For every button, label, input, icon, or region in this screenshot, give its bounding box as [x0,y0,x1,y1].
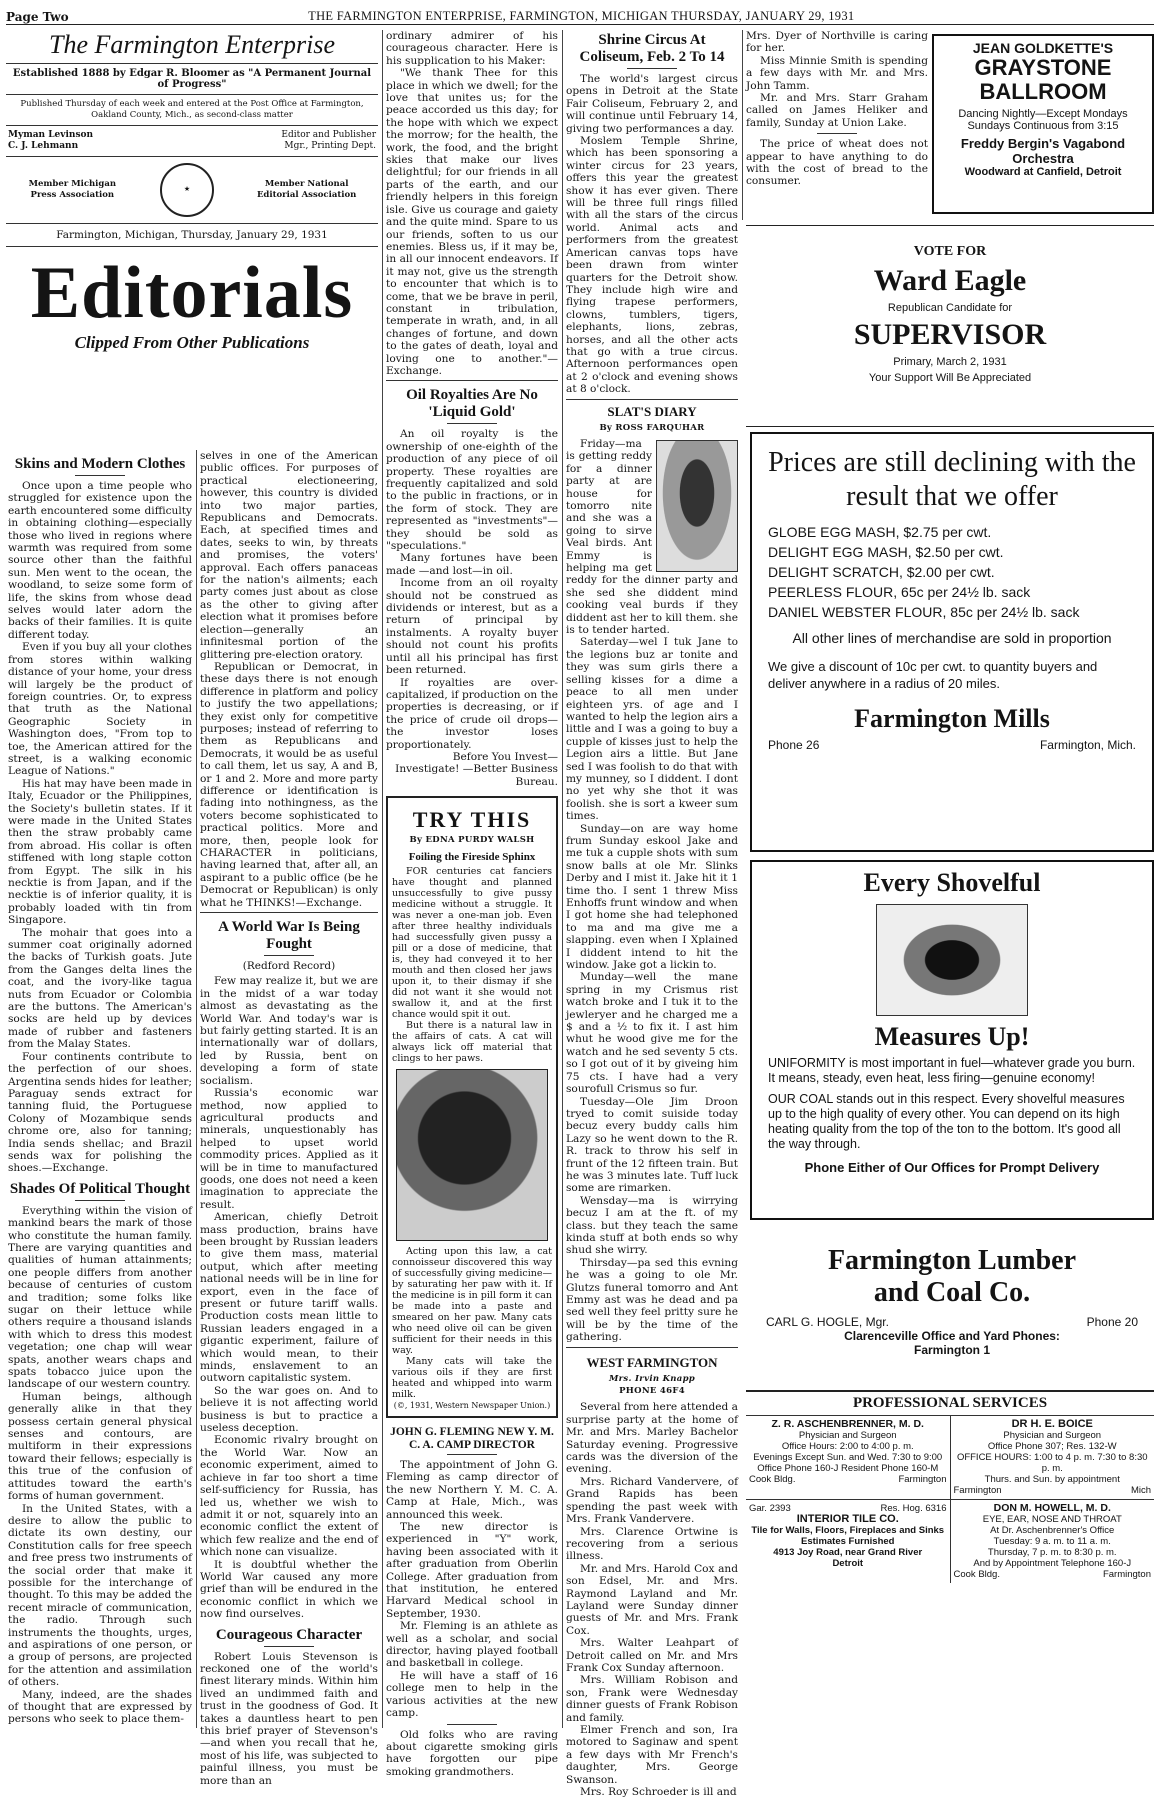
article-paragraph: Mrs. Clarence Ortwine is recovering from a serious illness. [566,1525,738,1563]
graystone-ballroom-ad [932,34,1154,214]
column-4 [566,30,738,1798]
article-paragraph: Russia's economic war method, now applied to agricultural products and minerals, unquestionably has helped to upset world commodity prices. Applied as it will be in time to manufactured goods, one does not need a keen imagination to appreciate the result. [200,1087,378,1211]
article-paragraph: Income from an oil royalty should not be construed as dividends or interest, but as a return of principal by instalments. A royalty buyer should not count his profits until all his principal has first been returned. [386,577,558,677]
card-line: Estimates Furnished [801,1536,895,1547]
price-item: DELIGHT EGG MASH, $2.50 per cwt. [768,544,1004,560]
ad-line: Freddy Bergin's Vagabond Orchestra [960,136,1126,166]
article-paragraph: The world's largest circus opens in Detroit at the State Fair Coliseum, February 2, and will continue until February 14, giving two performances a day. [566,73,738,135]
running-title: THE FARMINGTON ENTERPRISE, FARMINGTON, MICHIGAN THURSDAY, JANUARY 29, 1931 [308,9,855,23]
staff-name-1: Myman Levinson [8,130,94,140]
article-paragraph: In the United States, with a desire to allow the public to dictate its own destiny, our Constitution calls for free speech and free press two instruments of the social order that make it possible for the interchange of thought. To this may be added the recent miracle of communication, the radio. Through such instruments the thoughts, urges, and aspirations of one person, or a group of persons, are projected for the attention and assimilation of others. [8,1502,192,1689]
professional-row-1 [746,1415,1154,1499]
slat-cartoon-image [656,440,738,572]
published-line: Published Thursday of each week and entered at the Post Office at Farmington, Oakland County, Mich., as second-class matter [20,99,364,120]
card-line: Thurs. and Sun. by appointment [984,1474,1120,1485]
article-paragraph: Republican or Democrat, in these days there is not enough difference in platform and policy to justify the two appellations; they exist only for competitive purposes; instead of referring to them as Republicans and Democrats, it would be as useful to call them, let us say, A and B, or 1 and 2. More and more party difference or identification is fading into nothingness, as the voters become sophisticated to practical politics. More and more, then, people look for CHARACTER in politicians, having learned that, after all, an aspirant to a public office (be he Democrat or Republican) is only what he THINKS!—Exchange. [200,660,378,909]
article-paragraph: Thirsday—pa sed this evning he was a going to ole Mr. Glutzs funeral tomorro and Ant Emmy ast was he dead and pa sed well they feel pritty sure he will be by the time of the gathering. [566,1256,738,1344]
masthead [6,30,378,370]
column-divider [382,30,383,1728]
card-line: Cook Bldg. [749,1474,796,1485]
membership-row [6,163,378,217]
card-line: DR H. E. BOICE [1011,1418,1093,1430]
coal-farmington1: Farmington 1 [913,1343,990,1357]
article-paragraph: Four continents contribute to the perfection of our shoes. Argentina sends hides for leather; Paraguay sends extract for tanning fluid, the Portuguese Colony of Mozambique sends chrome ore, also for tanning; India sends shellac; and Brazil sends wax for polishing the shoes.—Exchange. [8,1050,192,1175]
ad-line: VOTE FOR [913,244,987,259]
mills-footer [768,738,1136,752]
card-line: Mich [1130,1485,1151,1496]
ad-line: BALLROOM [979,79,1107,104]
slats-diary-heading: SLAT'S DIARY [607,403,697,419]
card-line: 4913 Joy Road, near Grand River [773,1547,923,1558]
column-3 [386,30,558,1778]
article-paragraph: Mrs. William Robison and son, Frank were Wednesday dinner guests of Frank Robison and family. [566,1674,738,1724]
article-paragraph: Elmer French and son, Ira motored to Saginaw and spent a few days with Mr French's daughter, Mrs. George Swanson. [566,1724,738,1786]
article-paragraph: Economic rivalry brought on the World War. Now an economic experiment, aimed to achieve in far too short a time self-sufficiency for Russia, has led us, whether we wish to admit it or not, squarely into an economic conflict the extent of which few realize and the end of which none can visualize. [200,1434,378,1559]
card-line: Farmington [898,1474,947,1485]
price-item: DANIEL WEBSTER FLOUR, 85c per 24½ lb. sack [768,604,1080,620]
ad-line: GRAYSTONE [974,55,1112,80]
article-paragraph: ordinary admirer of his courageous character. Here is his supplication to his Maker: [386,30,558,67]
card-line: Tuesday: 9 a. m. to 11 a. m. [993,1536,1111,1547]
price-item: GLOBE EGG MASH, $2.75 per cwt. [768,524,992,540]
card-line: Cook Bldg. [953,1569,1000,1580]
courageous-heading: Courageous Character [215,1626,363,1643]
staff-name-2: C. J. Lehmann [8,141,79,151]
mills-town: Farmington, Mich. [1039,738,1136,752]
article-paragraph: Friday—ma is getting reddy for a dinner party at are house for tomorro nite and she was a going to sirve Veal birds. Ant Emmy is helping ma get reddy for the dinner party and she sed she diddent mind cooking veal burds if they diddent ast her to kill them. she is to tender harted. [566,437,738,637]
column-2 [200,450,378,1787]
article-paragraph: So the war goes on. And to believe it is not affecting world business is but to practice a useless deception. [200,1384,378,1435]
article-paragraph: Tuesday—Ole Jim Droon tryed to comit suiside today becuz every buddy calls him Lazy so he went down to the R. R. track to throw his self in frunt of the 12 fifteen train. But he was 3 minutes late. Tuff luck some are rimarken. [566,1095,738,1195]
article-paragraph: Moslem Temple Shrine, which has been sponsoring a winter circus for 23 years, offers this year the greatest show it has ever given. There will be three full rings filled with all the stars of the circus world. Animal acts and performers from the greatest American canvas tops have been drawn from winter quarters for the Detroit show. They include high wire and flying trapese performers, clowns, tumblers, tigers, elephants, lions, zebras, horses, and all the other acts that go with a true circus. Afternoon performances open at 2 o'clock and evening shows at 8 o'clock. [566,135,738,396]
article-paragraph: Munday—well the mane spring in my Crismus rist watch broke and I tuk it to the jewleryer and he charged me a $ and a ½ to fix it. I ast him whut he wood give me for the watch and he sed seventy 5 cts. so I got out of it by giveing him 75 cts. I have had a very sourofull Crismus so fur. [566,971,738,1096]
column-1 [8,450,192,1728]
coal-phone20: Phone 20 [1086,1315,1138,1329]
ad-line: Republican Candidate for [887,302,1013,314]
article-paragraph: Mrs. Walter Leahpart of Detroit called on Mr. and Mrs Frank Cox Sunday afternoon. [566,1637,738,1674]
article-paragraph: American, chiefly Detroit mass production, brains have been brought by Russian leaders to give them mass, material output, which after meeting national needs will be in line for export, even in the face of present or future tariff walls. Production costs mean little to Russian leaders engaged in a gigantic experiment, failure of which would mean, to their minds, enslavement to an outworn capitalistic system. [200,1211,378,1385]
article-paragraph: Mr. and Mrs. Starr Graham called on James Heliker and family, Sunday at Union Lake. [746,92,928,129]
card-line: Tile for Walls, Floors, Fireplaces and Sinks [751,1525,945,1536]
column-divider [562,30,563,1728]
page-number: Page Two [6,10,69,24]
card-line: Physician and Surgeon [798,1430,897,1441]
try-this-box [386,796,558,1418]
card-line: EYE, EAR, NOSE AND THROAT [982,1514,1122,1525]
article-paragraph: An oil royalty is the ownership of one-eighth of the production of any piece of oil property. These royalties are frequently capitalized and sold to the public in fractions, or in the form of stock. They are represented as "investments"—they should be sold as "speculations." [386,428,558,553]
card-line: Office Hours: 2:00 to 4:00 p. m. [781,1441,914,1452]
ad-line: Sundays Continuous from 3:15 [967,120,1119,132]
coal-offices: Clarenceville Office and Yard Phones: [844,1329,1060,1343]
article-paragraph: He will have a staff of 16 college men to help in the various activities at the new camp. [386,1669,558,1720]
farmington-mills-ad [750,432,1154,852]
coal-measures: Measures Up! [874,1022,1030,1051]
article-paragraph: Mrs. Dyer of Northville is caring for her. [746,30,928,55]
card-line: At Dr. Aschenbrenner's Office [990,1525,1115,1536]
article-paragraph: It is doubtful whether the World War caused any more grief than will be endured in the economic conflict in which we now find ourselves. [200,1558,378,1621]
coal-paragraph: UNIFORMITY is most important in fuel—whatever grade you burn. It means, steady, even heat, less firing—genuine economy! [768,1056,1136,1085]
editorials-banner: Editorials [30,252,354,334]
oil-heading: Oil Royalties Are No 'Liquid Gold' [406,387,538,421]
mills-other: All other lines of merchandise are sold in proportion [792,630,1112,646]
west-farmington-byline: Mrs. Irvin Knapp [608,1373,696,1384]
world-war-heading: A World War Is Being Fought [218,919,360,953]
try-this-subhead: Foiling the Fireside Sphinx [408,850,536,863]
article-paragraph: Human beings, although generally alike in that they possess certain general physical senses and contours, are multiform in their expressions toward their fellows; especially is this true of the confusion of attitudes toward the earth's forms of human government. [8,1390,192,1503]
west-farmington-phone: PHONE 46F4 [619,1386,685,1397]
price-item: PEERLESS FLOUR, 65c per 24½ lb. sack [768,584,1031,600]
dateline: Farmington, Michigan, Thursday, January 29, 1931 [56,229,328,241]
article-paragraph: Once upon a time people who struggled for existence upon the earth encountered some difficulty in obtaining clothing—especially those who lived in regions where warmth was required from some source other than the faithful sun. Men went to the ocean, the woodland, to seize some form of life, the skins from whose dead selves would later adorn the backs of their families. It is quite different today. [8,480,192,641]
card-line: DON M. HOWELL, M. D. [993,1502,1111,1514]
article-paragraph: Several from here attended a surprise party at the home of Mr. and Mrs. Marley Bachelor Saturday evening. Progressive cards was the diversion of the evening. [566,1401,738,1476]
shovel-illustration-image [876,904,1028,1016]
card-line: Thursday, 7 p. m. to 8:30 p. m. [987,1547,1117,1558]
card-line: Office Phone 160-J Resident Phone 160-M [757,1463,939,1474]
interior-tile-card [746,1500,951,1583]
west-farmington-heading: WEST FARMINGTON [586,1354,718,1370]
ward-eagle-ad [746,225,1154,427]
card-line: Evenings Except Sun. and Wed. 7:30 to 9:00 [753,1452,943,1463]
cat-photo-image [396,1069,548,1241]
skins-heading: Skins and Modern Clothes [14,456,186,472]
article-paragraph: Many fortunes have been made —and lost—in oil. [386,552,558,577]
card-line: Office Phone 307; Res. 132-W [987,1441,1117,1452]
professional-row-2 [746,1499,1154,1583]
mills-discount: We give a discount of 10c per cwt. to quantity buyers and deliver anywhere in a radius of 20 miles. [768,659,1098,691]
ad-line: JEAN GOLDKETTE'S [972,40,1114,56]
coal-mgr-row [766,1315,1138,1329]
established-line: Established 1888 by Edgar R. Bloomer as "A Permanent Journal of Progress" [12,68,372,90]
column-5 [746,30,928,220]
article-paragraph: Everything within the vision of mankind bears the mark of those who constitute the human family. There are varying quantities and qualities of human attainments; one people differs from another because of centuries of custom and tradition; some folks like sugar on their lettuce while others require a thousand islands with which to dress this modest vegetation; one chap will wear spats, another wears chaps and spats tobacco juice upon the landscape of our western country. [8,1204,192,1391]
professional-heading: PROFESSIONAL SERVICES [852,1395,1048,1411]
card-line: And by Appointment Telephone 160-J [973,1558,1132,1569]
price-item: DELIGHT SCRATCH, $2.00 per cwt. [768,564,995,580]
shrine-heading: Shrine Circus At Coliseum, Feb. 2 To 14 [579,32,725,65]
coal-phone: Phone Either of Our Offices for Prompt Delivery [804,1160,1100,1175]
article-paragraph: The appointment of John G. Fleming as camp director of the new Northern Y. M. C. A. Camp at Hale, Mich., was announced this week. [386,1458,558,1521]
staff-block [8,130,376,152]
ad-line: Ward Eagle [873,264,1027,297]
ad-line: Your Support Will Be Appreciated [868,372,1032,384]
mills-phone: Phone 26 [768,738,820,752]
coal-name: and Coal Co. [873,1277,1031,1308]
article-paragraph: Many, indeed, are the shades of thought that are expressed by persons who seek to place them- [8,1688,192,1726]
card-line: INTERIOR TILE CO. [796,1513,899,1525]
article-paragraph: The mohair that goes into a summer coat originally adorned the backs of Turkish goats. Jute from the Ganges delta lines the coat, and the ivory-like tagua nuts from Ecuador or Colombia are the buttons. The American's socks are held up by devices made of rubber and fasteners from the Malay States. [8,926,192,1051]
mills-name: Farmington Mills [854,704,1050,733]
card-line: Farmington [1102,1569,1151,1580]
article-paragraph: His hat may have been made in Italy, Ecuador or the Philippines, the Society's bulletin states. If it were made in the United States then the straw probably came from abroad. His collar is often stiffened with long staple cotton from Egypt. The silk in his necktie is from Japan, and if the necktie is of inferior quality, it is probably loaded with tin from Singapore. [8,777,192,927]
aschenbrenner-card [746,1416,951,1499]
staff-role-2: Mgr., Printing Dept. [284,141,376,151]
article-paragraph: Acting upon this law, a cat connoisseur discovered this way of successfully giving medicine—by saturating her paw with it. If the medicine is in pill form it can be made into a paste and smeared on her paw. Many cats who need olive oil can be given sufficient for their needs in this way. [392,1245,552,1356]
card-line: Gar. 2393 [749,1503,791,1514]
fleming-heading: JOHN G. FLEMING NEW Y. M. C. A. CAMP DIRECTOR [390,1425,554,1451]
article-paragraph: Mrs. Richard Vandervere, of Grand Rapids has been spending the past week with Mrs. Frank Vandervere. [566,1475,738,1526]
howell-card [951,1500,1155,1583]
press-seal-icon: ★ [160,163,214,217]
member-national: Member National Editorial Association [256,179,357,200]
article-paragraph: Saterday—wel I tuk Jane to the legions buz ar tonite and they was sum girls there a selling kisses for a dime a peace to all men under eighteen yrs. of age and I wanted to help the legion airs a little and I was a going to buy a cupple of kisses just to help the Legion airs a little. But Jane sed I was foolish to do that with my munney, so I diddent. I dont no yet why she thot it was foolish. she is sort a kweer sum times. [566,636,738,823]
article-paragraph: Mr. and Mrs. Harold Cox and son Edsel, Mr. and Mrs. Raymond Layland and Mr. Layland were Sunday dinner guests of Mr. and Mrs. Frank Cox. [566,1562,738,1637]
article-paragraph: But there is a natural law in the affairs of cats. A cat will always lick off material that clings to her paws. [392,1019,552,1064]
ad-line: Woodward at Canfield, Detroit [964,166,1122,178]
coal-company-block [750,1225,1154,1375]
article-paragraph: Wensday—ma is wirrying becuz I am at the ft. of my class. but they teach the same kinda stuff at both ends so why shud she wirry. [566,1194,738,1257]
coal-name: Farmington Lumber [827,1245,1077,1276]
member-michigan: Member Michigan Press Association [28,179,117,200]
article-paragraph: Mr. Fleming is an athlete as well as a scholar, and social director, having played football and basketball in college. [386,1620,558,1670]
card-line: Farmington [953,1485,1002,1496]
article-paragraph: Before You Invest—Investigate! —Better Business Bureau. [395,750,558,788]
mills-headline: Prices are still declining with the result that we offer [768,447,1136,512]
war-source: (Redford Record) [242,960,336,973]
card-line: Physician and Surgeon [1003,1430,1102,1441]
farmington-lumber-coal-ad [750,860,1154,1220]
try-this-byline: By EDNA PURDY WALSH [409,835,535,846]
running-header [6,4,1154,25]
try-this-credit: (©, 1931, Western Newspaper Union.) [393,1400,551,1410]
card-line: OFFICE HOURS: 1:00 to 4 p. m. 7:30 to 8:30 p. m. [956,1452,1148,1474]
coal-mgr: CARL G. HOGLE, Mgr. [766,1315,889,1329]
article-paragraph: FOR centuries cat fanciers have thought and planned unsuccessfully to give pussy medicine without a struggle. It was never a one-man job. Even after three healthy individuals had successfully given pussy a pill or a dose of medicine, that is, they had conveyed it to her mouth and then closed her jaws upon it, to their dismay if she did not want it she would not swallow it, and at the first chance would spit it out. [392,865,552,1020]
ad-line: Primary, March 2, 1931 [893,356,1007,368]
paper-title: The Farmington Enterprise [49,30,335,59]
article-paragraph: Even if you buy all your clothes from stores within walking distance of your home, your dress will largely be the product of foreign countries. Or, to express that truth as the National Geographic Society in Washington does, "From top to toe, the American attired for the street, is a walking economic League of Nations." [8,641,192,778]
ad-line: Dancing Nightly—Except Mondays [958,108,1128,120]
article-paragraph: Many cats will take the various oils if they are first heated and whipped into warm milk. [392,1355,552,1400]
column-divider [742,30,743,220]
article-paragraph: The new director is experienced in "Y" work, having been associated with it after graduation from Oberlin College. After graduation from that institution, he entered Harvard Medical school in September, 1930. [386,1521,558,1620]
card-line: Z. R. ASCHENBRENNER, M. D. [771,1418,924,1430]
article-paragraph: Mrs. Roy Schroeder is ill and [580,1786,737,1798]
coal-headline: Every Shovelful [863,868,1041,897]
article-paragraph: "We thank Thee for this place in which we dwell; for the love that unites us; for the peace accorded us this day; for the hope with which we expect the morrow; for the health, the work, the food, and the bright skies that make our lives delightful; for our friends in all parts of the earth, and our friendly helpers in this foreign isle. Give us courage and gaiety and the quite mind. Spare to us our friends, soften to us our enemies. Bless us, if it may be, in all our innocent endeavors. If it may not, give us the strength to encounter that which is to come, that we be brave in peril, constant in tribulation, temperate in wrath, and, in all changes of fortune, and down to the gates of death, loyal and loving one to another."—Exchange. [386,67,558,377]
slats-diary-byline: By ROSS FARQUHAR [599,422,705,433]
article-paragraph: Robert Louis Stevenson is reckoned one of the world's finest literary minds. Within him lived an undimmed faith and trust in the goodness of God. It takes a dauntless heart to pen this brief prayer of Stevenson's—and when you recall that he, most of his life, was subjected to painful illness, you must be more than an [200,1650,378,1787]
coal-paragraph: OUR COAL stands out in this respect. Every shovelful measures up to the high quality of every other. You can depend on its high heating quality from the top of the ton to the bottom. It's good all the way through. [768,1092,1125,1151]
article-paragraph: Sunday—on are way home frum Sunday eskool Jake and me tuk a cupple shots with sum snow balls at ole Mr. Slinks Derby and I mist it. Jake hit it 1 time tho. I sent 1 threw Miss Enhoffs frunt window and when I got home she had telephoned to ma and ma give me a slapping. even when I Xplained I diddent intend to hit the window. Jake got a lickin to. [566,822,738,972]
card-line: Res. Hog. 6316 [880,1503,947,1514]
article-paragraph: Old folks who are raving about cigarette smoking girls have forgotten our pipe smoking grandmothers. [386,1728,558,1778]
ad-line: SUPERVISOR [853,318,1047,351]
article-paragraph: If royalties are over-capitalized, if production on the properties is decreasing, or if the price of crude oil drops—the investor loses proportionately. [386,676,558,751]
clipped-subhead: Clipped From Other Publications [74,333,310,352]
staff-role-1: Editor and Publisher [281,130,376,140]
mills-price-list [768,522,1136,622]
try-this-heading: TRY THIS [412,807,532,833]
boice-card [951,1416,1155,1499]
article-paragraph: Miss Minnie Smith is spending a few days with Mr. and Mrs. John Tamm. [746,54,928,92]
article-paragraph: selves in one of the American public offices. For purposes of practical electioneering, however, this country is divided into two major parties, Republicans and Democrats. Each, at specified times and dates, seeks to win, by threats and promises, the voters' approval. Each offers panaceas for the nation's ailments; each party comes just about as close as the other to giving after election what it promises before election—generally an infinitesmal portion of the glittering pre-election oratory. [200,450,378,661]
shades-heading: Shades Of Political Thought [9,1180,191,1197]
card-line: Detroit [832,1558,864,1569]
article-paragraph: The price of wheat does not appear to have anything to do with the cost of bread to the consumer. [746,138,928,188]
column-divider [196,450,197,1728]
article-paragraph: Few may realize it, but we are in the midst of a war today almost as devastating as the World War. And today's war is but fairly getting started. It is an internationally war of dollars, led by Russia, bent on developing a form of state socialism. [200,975,378,1087]
professional-services [746,1390,1154,1730]
